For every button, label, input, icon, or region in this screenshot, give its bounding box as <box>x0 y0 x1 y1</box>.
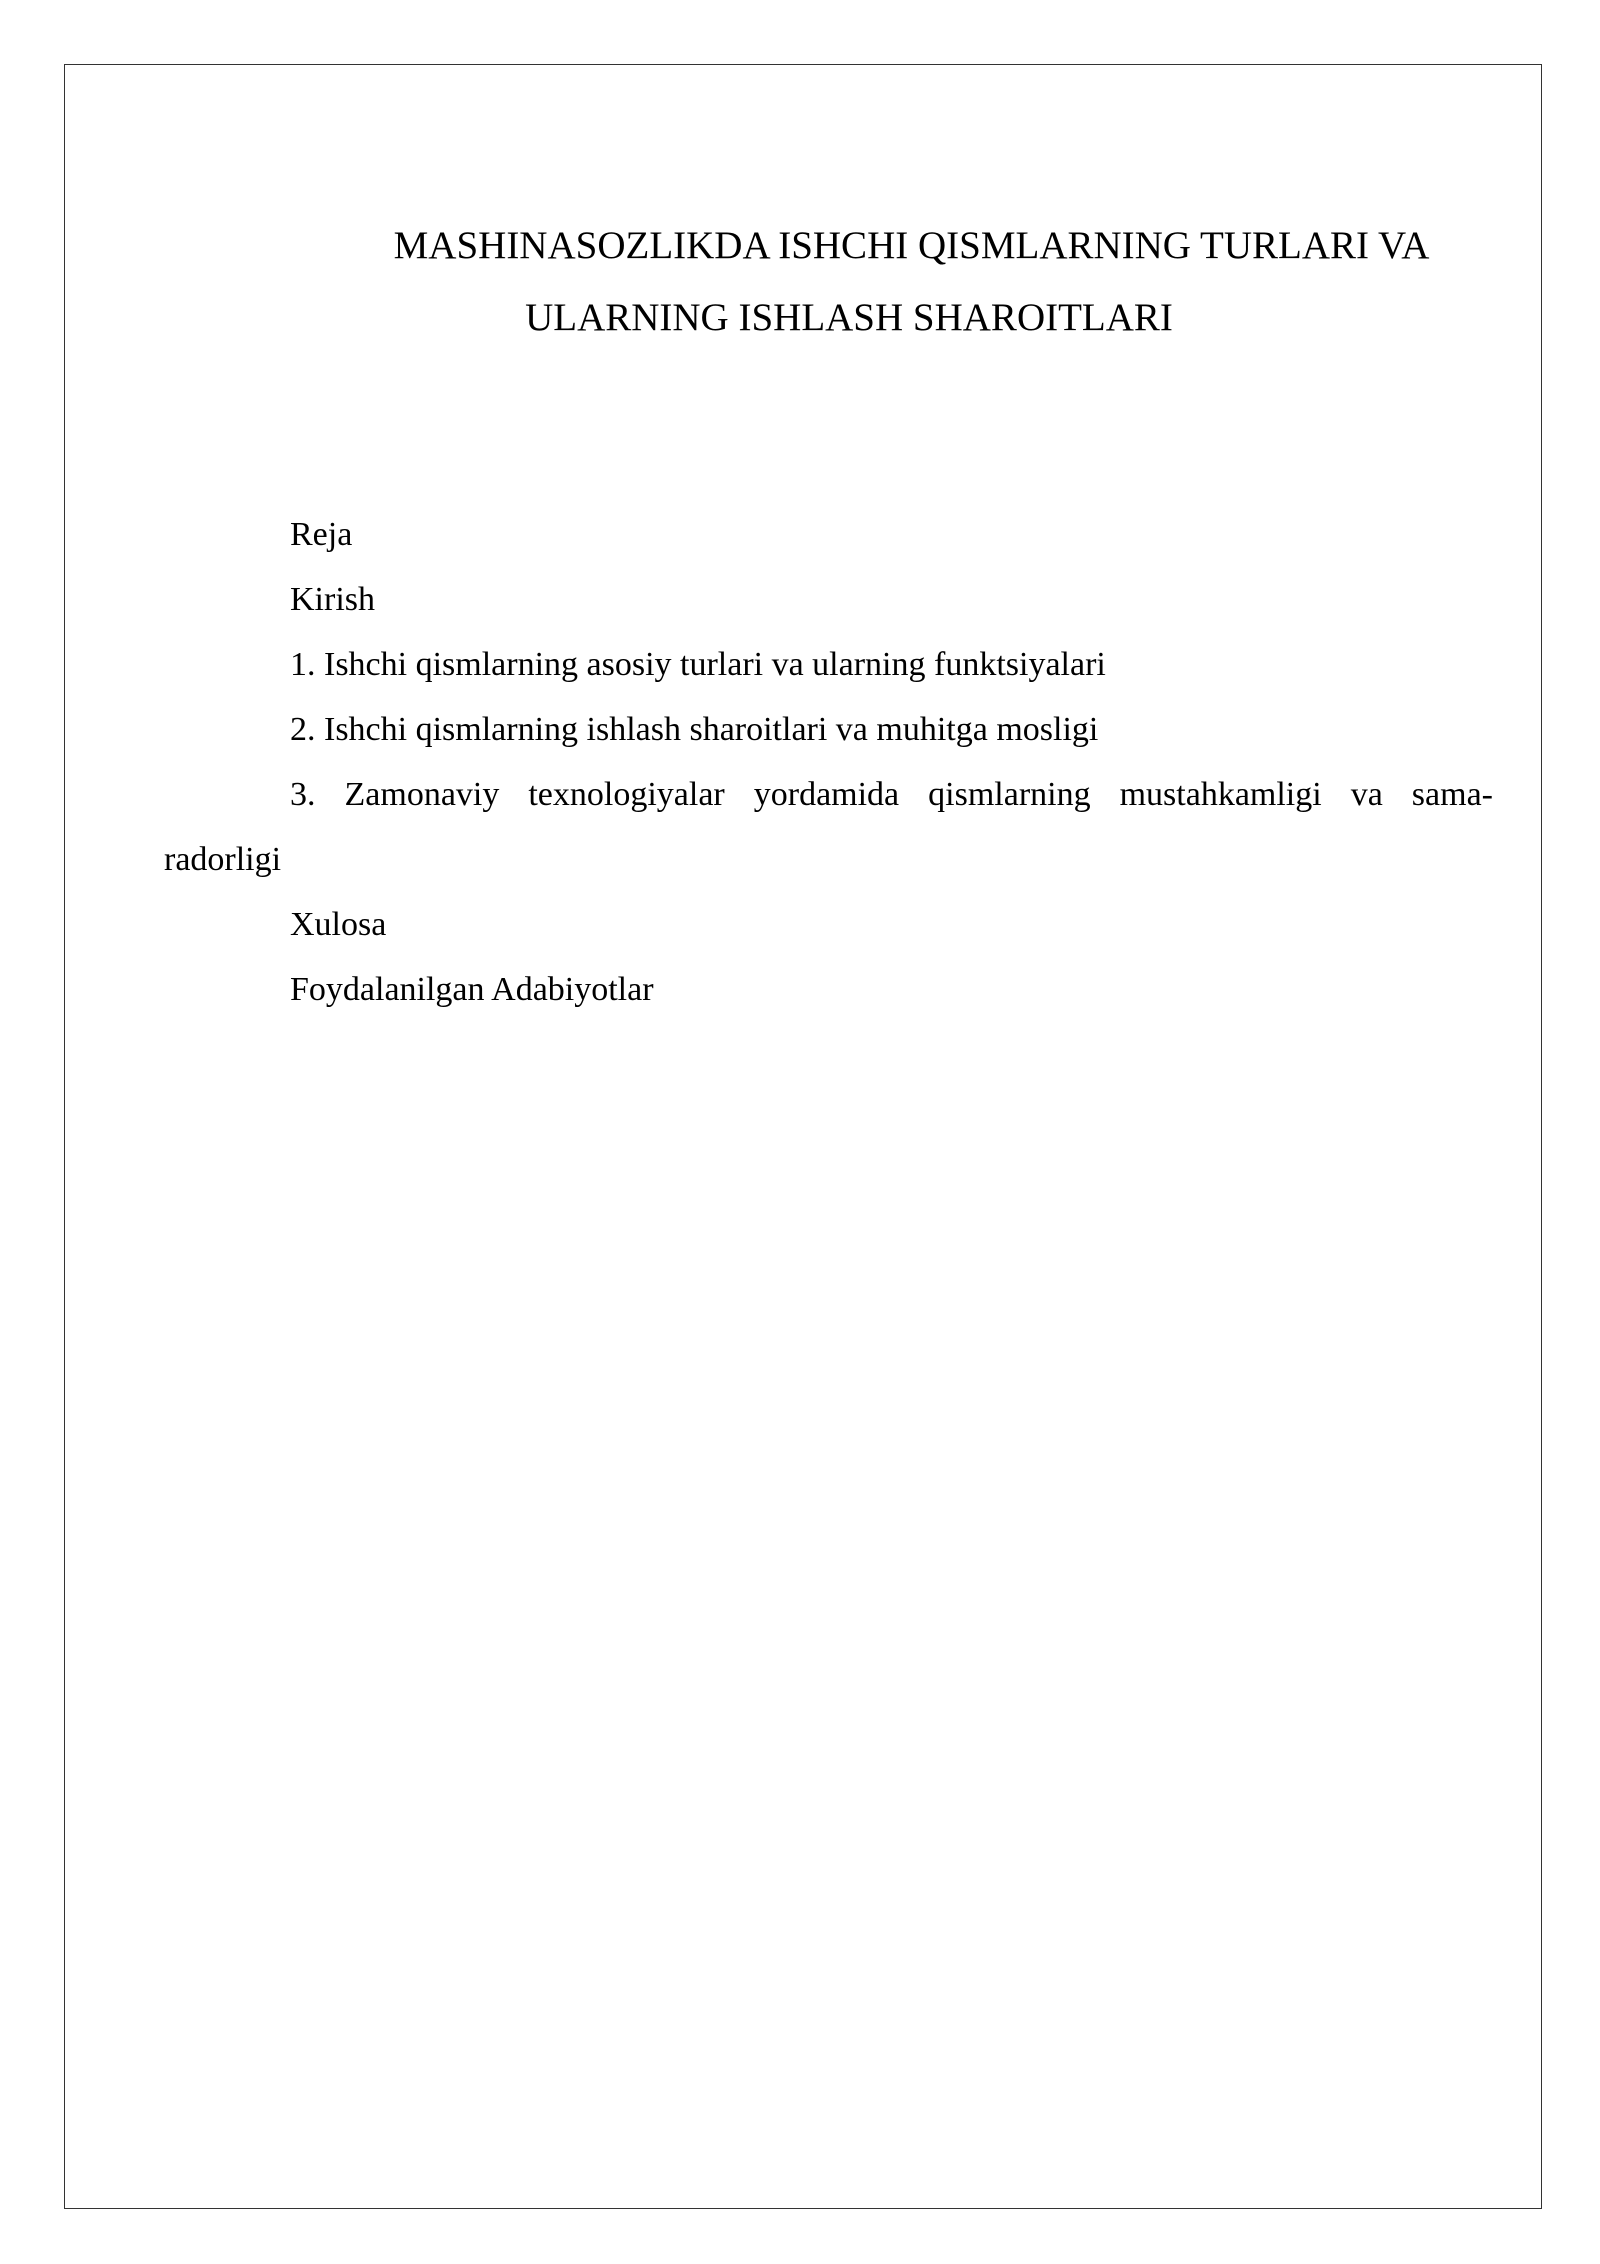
table-of-contents <box>164 502 1493 1022</box>
page-border <box>64 64 1542 2209</box>
toc-item-3-line-1: 3. Zamonaviy texnologiyalar yordamida qismlarning mustahkamligi va sama- <box>290 776 1493 813</box>
toc-item-conclusion: Xulosa <box>290 906 387 943</box>
toc-item-3-line-2: radorligi <box>164 841 282 878</box>
document-title <box>227 210 1471 354</box>
toc-item-references: Foydalanilgan Adabiyotlar <box>290 971 654 1008</box>
toc-item-intro: Kirish <box>290 581 375 618</box>
toc-item-2: 2. Ishchi qismlarning ishlash sharoitlari va muhitga mosligi <box>290 711 1099 748</box>
toc-item-3 <box>164 762 1493 892</box>
title-line-2: ULARNING ISHLASH SHAROITLARI <box>525 296 1173 339</box>
plan-heading: Reja <box>290 516 353 553</box>
title-line-1: MASHINASOZLIKDA ISHCHI QISMLARNING TURLARI VA <box>393 224 1430 267</box>
toc-item-1: 1. Ishchi qismlarning asosiy turlari va ularning funktsiyalari <box>290 646 1106 683</box>
